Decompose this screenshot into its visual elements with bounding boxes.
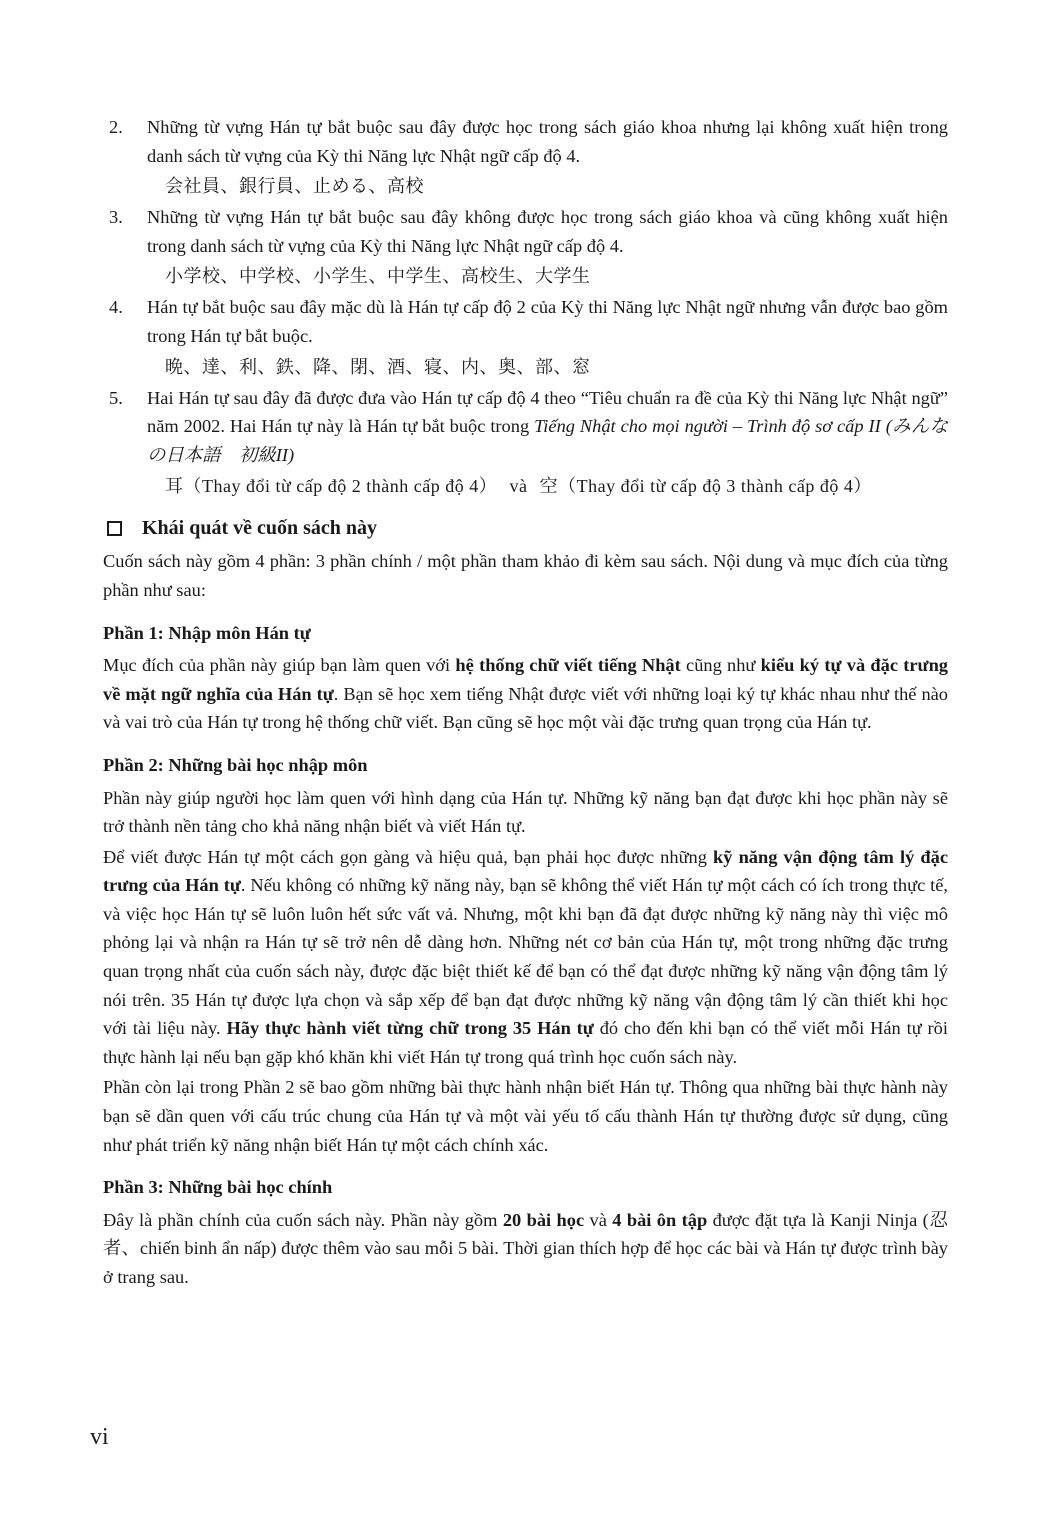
note-item-2 [103,113,948,201]
page-content [103,113,948,1294]
note-number: 5. [109,387,123,408]
part2-heading: Phần 2: Những bài học nhập môn [103,754,368,775]
conjunction: và [509,476,528,497]
text-run: cũng như [680,655,761,676]
note-text [147,384,948,470]
bold-text: Hãy thực hành viết từng chữ trong 35 Hán tự [226,1018,594,1039]
text-run: Mục đích của phần này giúp bạn làm quen với [103,655,456,676]
note-text-main: Hai Hán tự sau đây đã được đưa vào Hán tự cấp độ 4 theo “Tiêu chuẩn ra đề của Kỳ thi Năng lực Nhật ngữ” năm 2002. Hai Hán tự này là Hán tự bắt buộc trong [147,387,948,437]
note-text: Những từ vựng Hán tự bắt buộc sau đây được học trong sách giáo khoa nhưng lại không xuất hiện trong danh sách từ vựng của Kỳ thi Năng lực Nhật ngữ cấp độ 4. [147,117,948,166]
kanji-ear-note: （Thay đổi từ cấp độ 2 thành cấp độ 4） [183,476,498,497]
overview-heading [103,513,948,543]
bold-text: kỹ năng vận động tâm lý đặc trưng của Hán tự [103,846,948,896]
text-run: Đây là phần chính của cuốn sách này. Phần này gồm [103,1209,503,1230]
part2-paragraph-2 [103,843,948,1072]
note-item-4 [103,293,948,381]
kanji-list: 会社員、銀行員、止める、高校 [165,176,424,198]
bold-text: 4 bài ôn tập [612,1209,708,1230]
kanji-sky: 空 [539,476,559,498]
book-title: Tiếng Nhật cho mọi người – Trình độ sơ cấp II (みんなの日本語 初級II) [147,416,948,465]
bold-text: 20 bài học [502,1209,585,1230]
checkbox-icon [107,521,122,536]
kanji-list: 晩、達、利、鉄、降、閉、酒、寝、内、奥、部、窓 [165,356,591,378]
bold-text: kiểu ký tự và đặc trưng về mặt ngữ nghĩa của Hán tự [103,655,948,704]
overview-heading-text: Khái quát về cuốn sách này [142,517,378,540]
overview-intro: Cuốn sách này gồm 4 phần: 3 phần chính / một phần tham khảo đi kèm sau sách. Nội dung và mục đích của từng phần như sau: [103,551,948,600]
text-run: và [584,1209,613,1230]
page-number: vi [90,1424,109,1450]
note-text: Những từ vựng Hán tự bắt buộc sau đây không được học trong sách giáo khoa và cũng không xuất hiện trong danh sách từ vựng của Kỳ thi Năng lực Nhật ngữ cấp độ 4. [147,207,948,256]
note-item-3 [103,203,948,291]
text-run: . Nếu không có những kỹ năng này, bạn sẽ không thể viết Hán tự một cách có ích trong thực tế, và việc học Hán tự sẽ luôn luôn hết sức vất vả. Nhưng, một khi bạn đã đạt được những kỹ năng này thì việc mô phỏng lại và nhận ra Hán tự sẽ trở nên dễ dàng hơn. Những nét cơ bản của Hán tự, một trong những đặc trưng quan trọng nhất của cuốn sách này, được đặc biệt thiết kế để bạn có thể đạt được những kỹ năng vận động tâm lý nói trên. 35 Hán tự được lựa chọn và sắp xếp để bạn đạt được những kỹ năng vận động tâm lý cần thiết khi học với tài liệu này. [103,875,949,1039]
note-item-5 [103,384,948,502]
part2-paragraph-3: Phần còn lại trong Phần 2 sẽ bao gồm những bài thực hành nhận biết Hán tự. Thông qua những bài thực hành này bạn sẽ dần quen với cấu trúc chung của Hán tự và một vài yếu tố cấu thành Hán tự thường được sử dụng, cũng như phát triển kỹ năng nhận biết Hán tự một cách chính xác. [103,1077,948,1155]
part2-paragraph-1: Phần này giúp người học làm quen với hình dạng của Hán tự. Những kỹ năng bạn đạt được khi học phần này sẽ trở thành nền tảng cho khả năng nhận biết và viết Hán tự. [103,787,948,837]
text-run: đó cho đến khi bạn có thể viết mỗi Hán tự rồi thực hành lại nếu bạn gặp khó khăn khi viết Hán tự trong quá trình học cuốn sách này. [103,1018,948,1067]
note-number: 3. [109,207,123,228]
note-number: 2. [109,117,123,137]
part1-paragraph [103,651,948,737]
part3-paragraph [103,1206,948,1292]
text-run: . Bạn sẽ học xem tiếng Nhật được viết với những loại ký tự khác nhau như thế nào và vai trò của Hán tự trong hệ thống chữ viết. Bạn cũng sẽ học một vài đặc trưng quan trọng của Hán tự. [103,683,948,733]
part3-heading: Phần 3: Những bài học chính [103,1177,333,1198]
note-text: Hán tự bắt buộc sau đây mặc dù là Hán tự cấp độ 2 của Kỳ thi Năng lực Nhật ngữ nhưng vẫn được bao gồm trong Hán tự bắt buộc. [147,297,948,346]
kanji-change-line [165,472,948,501]
kanji-ear: 耳 [165,476,184,498]
note-number: 4. [109,297,123,318]
kanji-list: 小学校、中学校、小学生、中学生、高校生、大学生 [165,266,591,288]
bold-text: hệ thống chữ viết tiếng Nhật [455,655,681,676]
text-run: Để viết được Hán tự một cách gọn gàng và hiệu quả, bạn phải học được những [103,846,714,867]
kanji-sky-note: （Thay đổi từ cấp độ 3 thành cấp độ 4） [558,476,872,497]
text-run: được đặt tựa là Kanji Ninja (忍者、chiến binh ẩn nấp) được thêm vào sau mỗi 5 bài. Thời gian thích hợp để học các bài và Hán tự được trình bày ở trang sau. [103,1209,948,1287]
part1-heading: Phần 1: Nhập môn Hán tự [103,622,311,643]
